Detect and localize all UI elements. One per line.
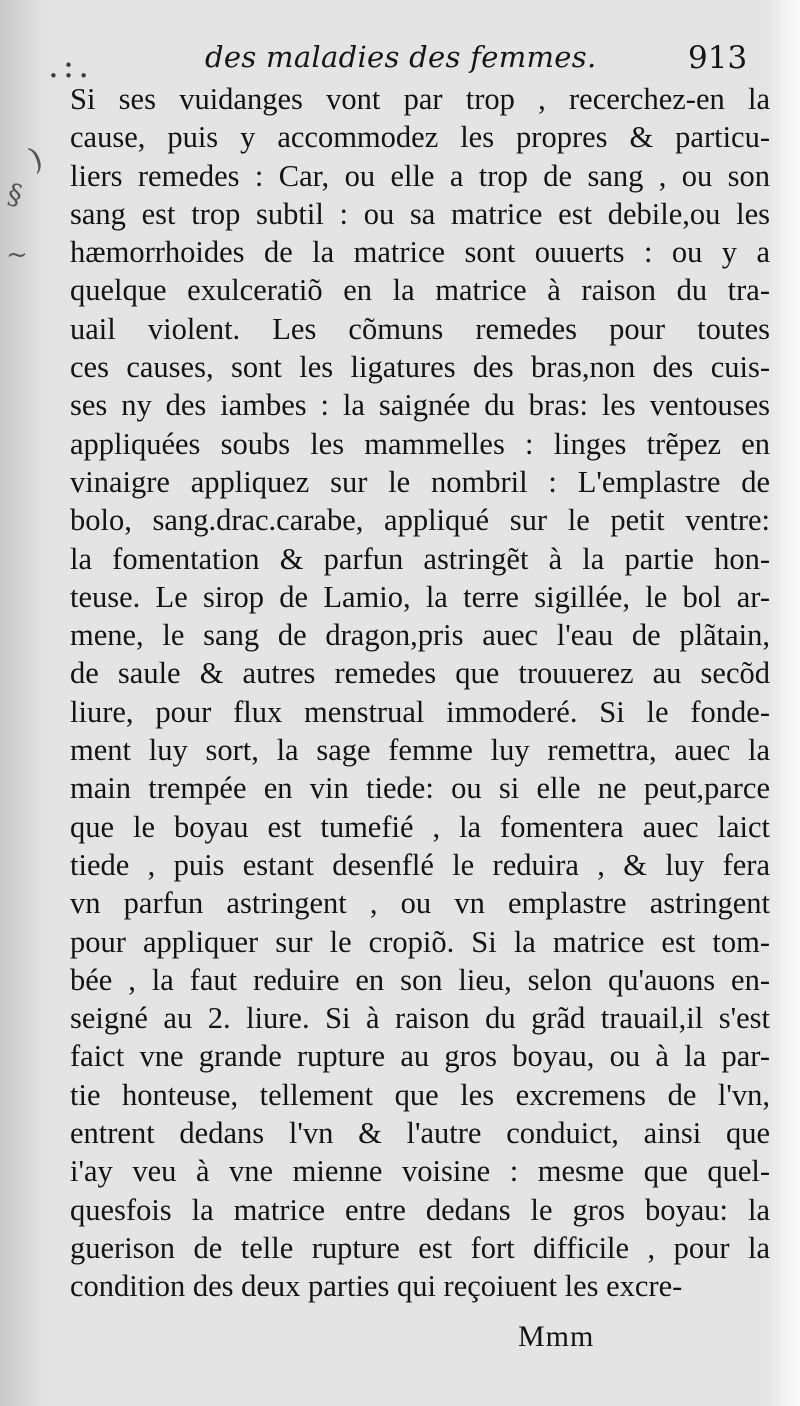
text-line: appliquées soubs les mammelles : linges trẽpez en bbox=[70, 426, 770, 461]
text-line: hæmorrhoides de la matrice sont ouuerts : ou y a bbox=[70, 235, 770, 270]
text-line: quelque exulceratiõ en la matrice à raison du tra- bbox=[70, 273, 770, 308]
text-line: ces causes, sont les ligatures des bras,non des cuis- bbox=[70, 350, 770, 385]
text-line: teuse. Le sirop de Lamio, la terre sigillée, le bol ar- bbox=[70, 579, 770, 614]
text-line: cause, puis y accommodez les propres & particu- bbox=[70, 120, 770, 155]
page-gutter-shadow bbox=[0, 0, 58, 1406]
text-line: sang est trop subtil : ou sa matrice est debile,ou les bbox=[70, 196, 770, 231]
text-line: main trempée en vin tiede: ou si elle ne peut,parce bbox=[70, 771, 770, 806]
body-text bbox=[70, 80, 770, 1306]
text-line: condition des deux parties qui reçoiuent les excre- bbox=[70, 1269, 683, 1304]
text-line: tie honteuse, tellement que les excremens de l'vn, bbox=[70, 1077, 770, 1112]
page-right-edge bbox=[766, 0, 800, 1406]
running-title: des maladies des femmes. bbox=[205, 40, 597, 74]
text-line: entrent dedans l'vn & l'autre conduict, ainsi que bbox=[70, 1116, 770, 1151]
text-line: liure, pour flux menstrual immoderé. Si le fonde- bbox=[70, 694, 770, 729]
text-line: pour appliquer sur le cropiõ. Si la matrice est tom- bbox=[70, 924, 770, 959]
text-line: quesfois la matrice entre dedans le gros boyau: la bbox=[70, 1192, 770, 1227]
text-line: vn parfun astringent , ou vn emplastre astringent bbox=[70, 886, 770, 921]
text-line: bée , la faut reduire en son lieu, selon qu'auons en- bbox=[70, 962, 770, 997]
text-line: que le boyau est tumefié , la fomentera auec laict bbox=[70, 809, 770, 844]
text-line: i'ay veu à vne mienne voisine : mesme que quel- bbox=[70, 1154, 770, 1189]
text-line: seigné au 2. liure. Si à raison du grãd trauail,il s'est bbox=[70, 1001, 770, 1036]
page-number: 913 bbox=[688, 40, 748, 76]
text-line: la fomentation & parfun astringẽt à la partie hon- bbox=[70, 541, 770, 576]
margin-mark: § bbox=[3, 176, 27, 213]
text-line: vinaigre appliquez sur le nombril : L'emplastre de bbox=[70, 464, 770, 499]
text-line: faict vne grande rupture au gros boyau, ou à la par- bbox=[70, 1039, 770, 1074]
text-line: guerison de telle rupture est fort difficile , pour la bbox=[70, 1230, 770, 1265]
text-line: uail violent. Les cõmuns remedes pour toutes bbox=[70, 311, 770, 346]
text-line: Si ses vuidanges vont par trop , recerchez-en la bbox=[70, 82, 770, 116]
margin-mark: ~ bbox=[6, 240, 28, 270]
text-line: de saule & autres remedes que trouuerez au secõd bbox=[70, 656, 770, 691]
text-line: ses ny des iambes : la saignée du bras: les ventouses bbox=[70, 388, 770, 423]
margin-mark: ) bbox=[24, 141, 48, 178]
header-ornament: .:. bbox=[48, 46, 94, 86]
text-line: tiede , puis estant desenflé le reduira , & luy fera bbox=[70, 847, 770, 882]
signature-mark: Mmm bbox=[518, 1320, 595, 1353]
text-line: bolo, sang.drac.carabe, appliqué sur le petit ventre: bbox=[70, 503, 770, 538]
text-line: mene, le sang de dragon,pris auec l'eau de plãtain, bbox=[70, 618, 770, 653]
text-line: ment luy sort, la sage femme luy remettra, auec la bbox=[70, 733, 770, 768]
text-line: liers remedes : Car, ou elle a trop de sang , ou son bbox=[70, 158, 770, 193]
